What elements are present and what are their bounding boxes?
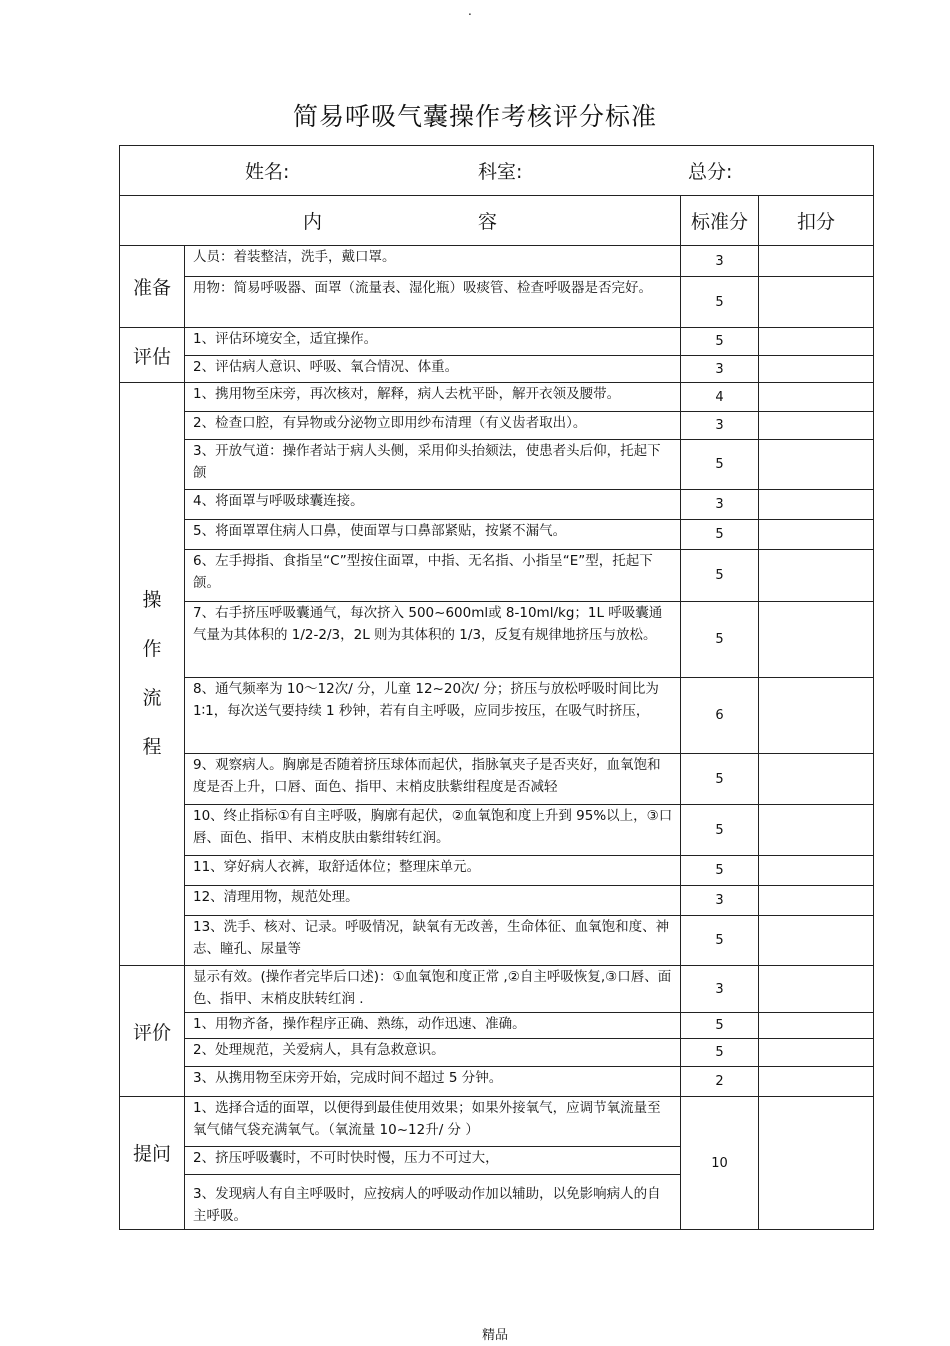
item-score: 5 [681,602,759,678]
item-text: 人员：着装整洁，洗手，戴口罩。 [185,246,681,277]
item-score: 5 [681,916,759,966]
table-row [120,916,874,966]
table-row [120,412,874,440]
item-text: 10、终止指标①有自主呼吸，胸廓有起伏，②血氧饱和度上升到 95%以上，③口唇、面色、指甲、末梢皮肤由紫绀转红润。 [185,805,681,856]
section-label-procedure [120,383,185,966]
item-score: 2 [681,1067,759,1097]
info-row [120,146,874,196]
table-row [120,1039,874,1067]
item-text: 9、观察病人。胸廓是否随着挤压球体而起伏，指脉氧夹子是否夹好，血氧饱和度是否上升，口唇、面色、指甲、末梢皮肤紫绀程度是否减轻 [185,754,681,805]
section-label-assess: 评估 [120,328,185,383]
item-score: 5 [681,520,759,550]
deduction-cell[interactable] [759,856,874,886]
item-text: 3、发现病人有自主呼吸时，应按病人的呼吸动作加以辅助，以免影响病人的自主呼吸。 [185,1175,681,1230]
item-score: 3 [681,886,759,916]
table-row [120,856,874,886]
item-text: 5、将面罩罩住病人口鼻，使面罩与口鼻部紧贴，按紧不漏气。 [185,520,681,550]
deduction-cell[interactable] [759,356,874,383]
item-text: 2、检查口腔，有异物或分泌物立即用纱布清理（有义齿者取出）。 [185,412,681,440]
table-row [120,246,874,277]
section-label-eval: 评价 [120,966,185,1097]
department-label: 科室: [478,161,523,183]
deduction-cell[interactable] [759,246,874,277]
section-label-char: 操 [142,589,162,611]
table-row [120,520,874,550]
item-text: 8、通气频率为 10～12次/ 分，儿童 12~20次/ 分；挤压与放松呼吸时间比为 1∶1，每次送气要持续 1 秒钟，若有自主呼吸，应同步按压，在吸气时挤压， [185,678,681,754]
item-text: 12、清理用物，规范处理。 [185,886,681,916]
item-text: 2、评估病人意识、呼吸、氧合情况、体重。 [185,356,681,383]
item-text: 1、选择合适的面罩，以便得到最佳使用效果；如果外接氧气，应调节氧流量至氧气储气袋充满氧气。（氧流量 10~12升/ 分 ） [185,1097,681,1147]
item-score: 5 [681,1039,759,1067]
table-row [120,1067,874,1097]
item-score: 5 [681,856,759,886]
table-row [120,550,874,602]
item-score: 6 [681,678,759,754]
item-text: 4、将面罩与呼吸球囊连接。 [185,490,681,520]
section-label-char: 作 [142,638,162,660]
item-score: 3 [681,246,759,277]
section-label-char: 程 [142,736,162,758]
item-score: 3 [681,412,759,440]
item-text: 7、右手挤压呼吸囊通气，每次挤入 500~600ml或 8-10ml/kg；1L 呼吸囊通气量为其体积的 1/2-2/3，2L 则为其体积的 1/3，反复有规律地挤压与放松。 [185,602,681,678]
deduction-cell[interactable] [759,1039,874,1067]
item-score: 5 [681,805,759,856]
item-score: 3 [681,356,759,383]
item-score: 5 [681,550,759,602]
deduction-cell[interactable] [759,966,874,1013]
section-label-questions: 提问 [120,1097,185,1230]
deduction-cell[interactable] [759,520,874,550]
content-header: 内 容 [302,211,498,233]
deduction-cell[interactable] [759,328,874,356]
item-text: 6、左手拇指、食指呈“C”型按住面罩，中指、无名指、小指呈“E”型，托起下颌。 [185,550,681,602]
item-text: 2、挤压呼吸囊时，不可时快时慢，压力不可过大， [185,1147,681,1175]
deduction-cell[interactable] [759,490,874,520]
item-score: 5 [681,754,759,805]
deduction-header: 扣分 [759,196,874,246]
item-score: 5 [681,328,759,356]
item-text: 3、开放气道：操作者站于病人头侧，采用仰头抬颏法，使患者头后仰，托起下颌 [185,440,681,490]
name-label: 姓名: [245,161,290,183]
table-row [120,602,874,678]
item-text: 11、穿好病人衣裤，取舒适体位；整理床单元。 [185,856,681,886]
top-mark: . [468,4,472,18]
deduction-cell[interactable] [759,916,874,966]
table-row [120,754,874,805]
item-score: 5 [681,1013,759,1039]
item-score: 3 [681,966,759,1013]
deduction-cell[interactable] [759,602,874,678]
item-text: 13、洗手、核对、记录。呼吸情况，缺氧有无改善，生命体征、血氧饱和度、神志、瞳孔、尿量等 [185,916,681,966]
deduction-cell[interactable] [759,754,874,805]
standard-score-header: 标准分 [681,196,759,246]
table-row [120,440,874,490]
item-text: 1、携用物至床旁，再次核对，解释，病人去枕平卧，解开衣领及腰带。 [185,383,681,412]
table-row [120,1097,874,1147]
page-title: 简易呼吸气囊操作考核评分标准 [292,102,657,131]
item-score: 3 [681,490,759,520]
table-row [120,383,874,412]
table-row [120,328,874,356]
footer-label: 精品 [481,1328,508,1343]
item-text: 显示有效。(操作者完毕后口述)：①血氧饱和度正常 ,②自主呼吸恢复,③口唇、面色、指甲、末梢皮肤转红润 . [185,966,681,1013]
item-text: 1、用物齐备，操作程序正确、熟练，动作迅速、准确。 [185,1013,681,1039]
item-score: 5 [681,277,759,328]
column-header-row [120,196,874,246]
deduction-cell[interactable] [759,550,874,602]
deduction-cell[interactable] [759,1067,874,1097]
deduction-cell[interactable] [759,1097,874,1230]
deduction-cell[interactable] [759,383,874,412]
item-score: 10 [681,1097,759,1230]
deduction-cell[interactable] [759,805,874,856]
deduction-cell[interactable] [759,277,874,328]
item-text: 2、处理规范，关爱病人，具有急救意识。 [185,1039,681,1067]
section-label-char: 流 [142,687,162,709]
table-row [120,886,874,916]
item-text: 3、从携用物至床旁开始，完成时间不超过 5 分钟。 [185,1067,681,1097]
deduction-cell[interactable] [759,440,874,490]
deduction-cell[interactable] [759,678,874,754]
item-score: 5 [681,440,759,490]
table-row [120,805,874,856]
deduction-cell[interactable] [759,412,874,440]
table-row [120,356,874,383]
table-row [120,277,874,328]
deduction-cell[interactable] [759,886,874,916]
item-text: 用物：简易呼吸器、面罩（流量表、湿化瓶）吸痰管、检查呼吸器是否完好。 [185,277,681,328]
table-row [120,1013,874,1039]
item-score: 4 [681,383,759,412]
total-score-label: 总分: [688,161,733,183]
item-text: 1、评估环境安全，适宜操作。 [185,328,681,356]
table-row [120,490,874,520]
scoring-table [119,145,874,1230]
section-label-prep: 准备 [120,246,185,328]
table-row [120,966,874,1013]
deduction-cell[interactable] [759,1013,874,1039]
table-row [120,678,874,754]
